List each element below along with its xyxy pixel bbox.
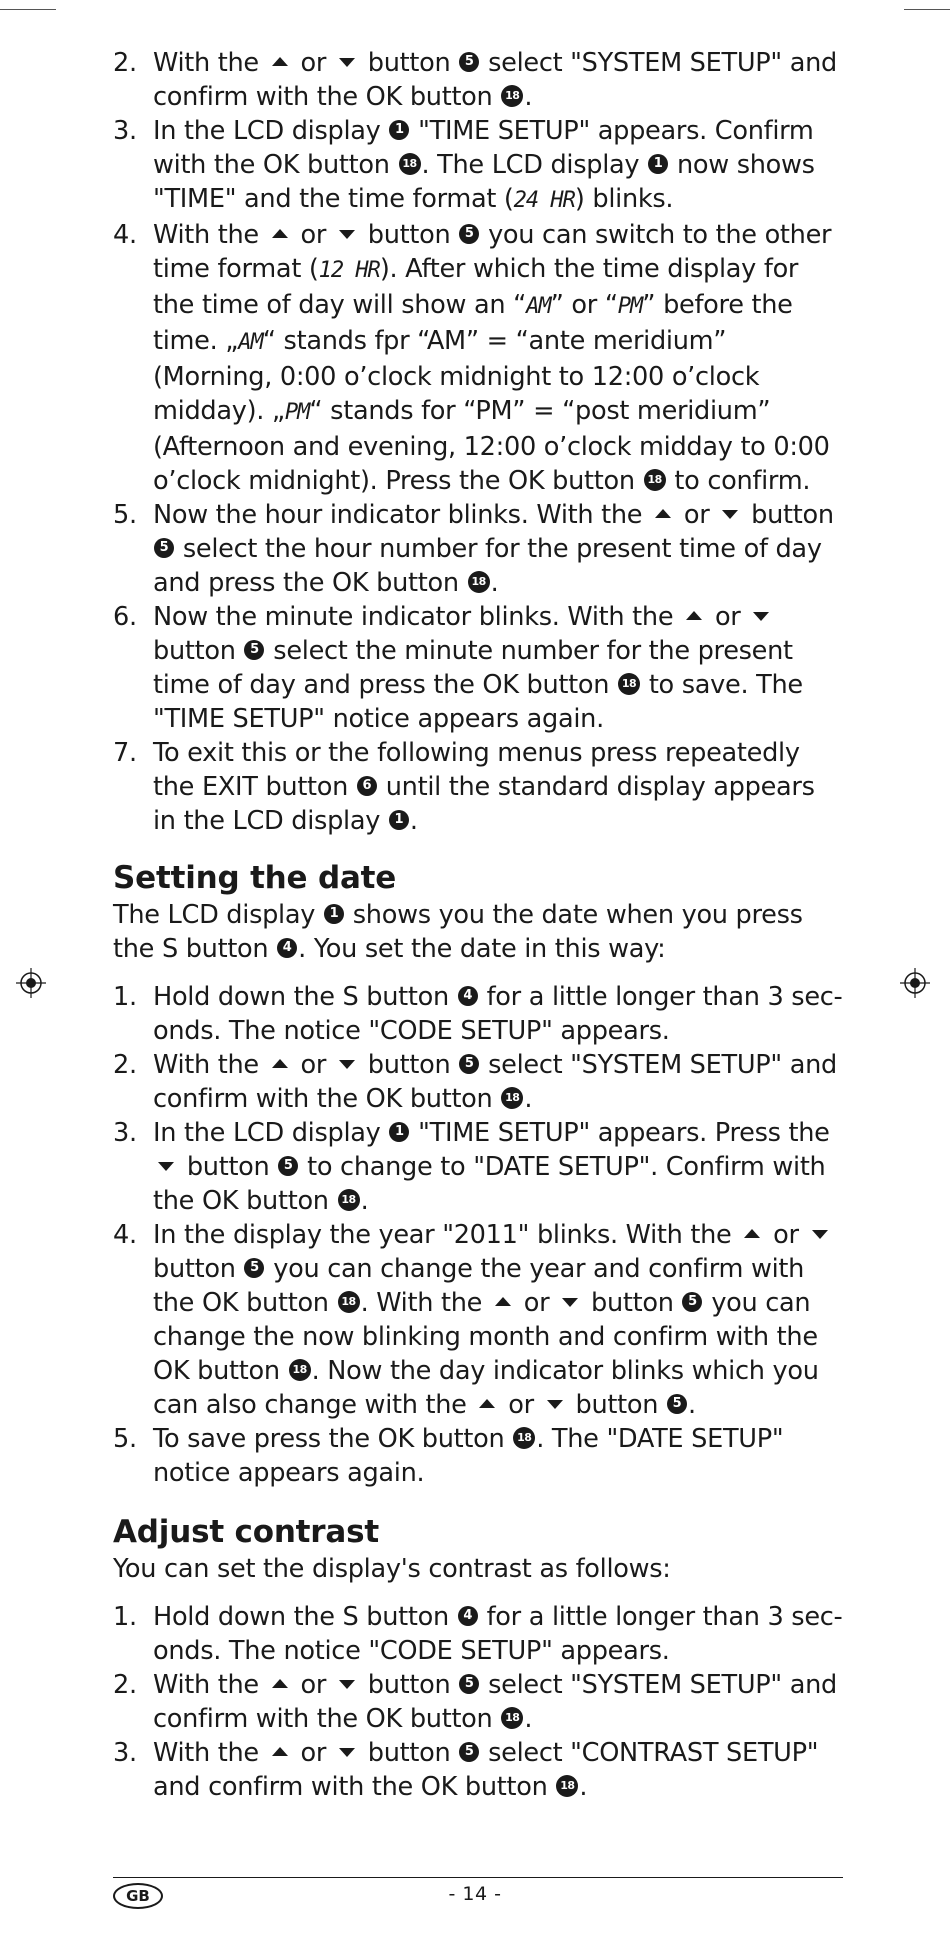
text-run: With the: [153, 1050, 267, 1080]
text-run: or: [292, 48, 334, 78]
callout-number-icon: 18: [338, 1291, 360, 1313]
up-arrow-icon: [655, 509, 671, 518]
lcd-text: 24 HR: [513, 188, 575, 213]
callout-number-icon: 4: [277, 938, 297, 958]
up-arrow-icon: [479, 1399, 495, 1408]
text-run: ). After which the time display for the time of day will show an “: [153, 254, 799, 320]
registration-mark-icon: [16, 968, 46, 998]
callout-number-icon: 5: [244, 1258, 264, 1278]
callout-number-icon: 18: [556, 1775, 578, 1797]
text-run: for a little longer than 3 sec-onds. The notice "CODE SETUP" appears.: [153, 1602, 843, 1666]
text-run: Hold down the S button: [153, 1602, 457, 1632]
callout-number-icon: 18: [289, 1359, 311, 1381]
text-run: button: [743, 500, 834, 530]
list-item: [113, 46, 843, 114]
text-run: shows you the date when you press the S button: [113, 900, 803, 964]
step-number: 4.: [113, 220, 137, 250]
text-run: . Now the day indicator blinks which you can also change with the: [153, 1356, 819, 1420]
list-item: [113, 1218, 843, 1422]
list-item: [113, 1736, 843, 1804]
text-run: button: [583, 1288, 682, 1318]
text-run: button: [153, 1254, 244, 1284]
text-run: .: [579, 1772, 588, 1802]
list-item: [113, 980, 843, 1048]
text-run: “ stands fpr “AM” = “ante meridium” (Morning, 0:00 o’clock midnight to 12:00 o’clock midday). „: [153, 326, 760, 426]
down-arrow-icon: [158, 1162, 174, 1171]
text-run: .: [688, 1390, 696, 1420]
text-run: .: [524, 82, 533, 112]
up-arrow-icon: [272, 229, 288, 238]
callout-number-icon: 1: [389, 120, 409, 140]
down-arrow-icon: [812, 1230, 828, 1239]
callout-number-icon: 18: [468, 571, 490, 593]
list-item: [113, 736, 843, 838]
text-run: Now the minute indicator blinks. With the: [153, 602, 682, 632]
text-run: button: [359, 48, 459, 78]
list-item: [113, 1422, 843, 1490]
callout-number-icon: 5: [459, 1054, 479, 1074]
text-run: or: [707, 602, 749, 632]
text-run: or: [515, 1288, 558, 1318]
callout-number-icon: 5: [682, 1292, 702, 1312]
up-arrow-icon: [495, 1297, 511, 1306]
text-run: .: [409, 806, 418, 836]
down-arrow-icon: [339, 1748, 355, 1757]
callout-number-icon: 5: [278, 1156, 298, 1176]
text-run: In the LCD display: [153, 116, 389, 146]
registration-mark-icon: [900, 968, 930, 998]
text-run: In the display the year "2011" blinks. With the: [153, 1220, 740, 1250]
text-run: With the: [153, 220, 267, 250]
list-item: [113, 218, 843, 498]
lcd-text: PM: [617, 294, 643, 319]
text-run: you can switch to the other time format (: [153, 220, 832, 284]
up-arrow-icon: [272, 57, 288, 66]
text-run: select the hour number for the present time of day and press the OK button: [153, 534, 822, 598]
text-run: button: [153, 636, 244, 666]
text-run: select the minute number for the present time of day and press the OK button: [153, 636, 793, 700]
text-run: button: [359, 1050, 459, 1080]
list-item: [113, 1600, 843, 1668]
list-item: [113, 1116, 843, 1218]
up-arrow-icon: [272, 1747, 288, 1756]
callout-number-icon: 5: [459, 224, 479, 244]
text-run: .: [524, 1704, 533, 1734]
text-run: To exit this or the following menus press repeatedly the EXIT button: [153, 738, 800, 802]
time-setup-steps: [113, 46, 843, 838]
date-intro: [113, 898, 843, 966]
text-run: In the LCD display: [153, 1118, 389, 1148]
text-run: to confirm.: [666, 466, 811, 496]
text-run: ” or “: [550, 290, 618, 320]
text-run: or: [500, 1390, 542, 1420]
step-number: 4.: [113, 1220, 137, 1250]
callout-number-icon: 5: [154, 538, 174, 558]
page-content: [113, 46, 843, 1804]
text-run: With the: [153, 1738, 267, 1768]
text-run: .: [490, 568, 499, 598]
text-run: . The "DATE SETUP" notice appears again.: [153, 1424, 784, 1488]
lcd-text: AM: [238, 330, 263, 355]
text-run: .: [524, 1084, 533, 1114]
callout-number-icon: 18: [501, 85, 523, 107]
down-arrow-icon: [339, 58, 355, 67]
text-run: button: [359, 220, 459, 250]
text-run: . With the: [360, 1288, 490, 1318]
text-run: You can set the display's contrast as follows:: [113, 1554, 671, 1584]
text-run: .: [360, 1186, 369, 1216]
list-item: [113, 1048, 843, 1116]
callout-number-icon: 1: [389, 1122, 409, 1142]
text-run: to change to "DATE SETUP". Confirm with the OK button: [153, 1152, 826, 1216]
text-run: select "SYSTEM SETUP" and confirm with the OK button: [153, 1670, 837, 1734]
text-run: With the: [153, 1670, 267, 1700]
text-run: The LCD display: [113, 900, 323, 930]
text-run: ) blinks.: [574, 184, 674, 214]
step-number: 6.: [113, 602, 137, 632]
step-number: 3.: [113, 116, 137, 146]
down-arrow-icon: [339, 230, 355, 239]
date-setup-steps: [113, 980, 843, 1490]
text-run: you can change the year and confirm with the OK button: [153, 1254, 805, 1318]
lcd-text: PM: [284, 400, 310, 425]
text-run: button: [359, 1670, 459, 1700]
text-run: to save. The "TIME SETUP" notice appears again.: [153, 670, 803, 734]
up-arrow-icon: [686, 611, 702, 620]
callout-number-icon: 18: [618, 673, 640, 695]
text-run: until the standard display appears in the LCD display: [153, 772, 815, 836]
text-run: With the: [153, 48, 267, 78]
down-arrow-icon: [547, 1400, 563, 1409]
callout-number-icon: 1: [389, 810, 409, 830]
text-run: you can change the now blinking month and confirm with the OK button: [153, 1288, 818, 1386]
text-run: or: [292, 220, 334, 250]
text-run: or: [292, 1670, 334, 1700]
callout-number-icon: 18: [644, 469, 666, 491]
contrast-heading: Adjust contrast: [113, 1514, 379, 1550]
down-arrow-icon: [722, 510, 738, 519]
step-number: 5.: [113, 500, 137, 530]
text-run: for a little longer than 3 sec-onds. The notice "CODE SETUP" appears.: [153, 982, 843, 1046]
callout-number-icon: 4: [458, 986, 478, 1006]
step-number: 3.: [113, 1738, 137, 1768]
callout-number-icon: 18: [338, 1189, 360, 1211]
step-number: 5.: [113, 1424, 137, 1454]
callout-number-icon: 6: [357, 776, 377, 796]
list-item: [113, 600, 843, 736]
down-arrow-icon: [339, 1680, 355, 1689]
crop-mark-right: [904, 9, 950, 10]
step-number: 3.: [113, 1118, 137, 1148]
callout-number-icon: 5: [459, 52, 479, 72]
step-number: 1.: [113, 1602, 137, 1632]
step-number: 2.: [113, 48, 137, 78]
up-arrow-icon: [744, 1229, 760, 1238]
page-number: - 14 -: [448, 1883, 502, 1905]
callout-number-icon: 5: [667, 1394, 687, 1414]
down-arrow-icon: [562, 1298, 578, 1307]
callout-number-icon: 18: [399, 153, 421, 175]
callout-number-icon: 4: [458, 1606, 478, 1626]
text-run: or: [292, 1050, 334, 1080]
step-number: 2.: [113, 1050, 137, 1080]
text-run: or: [765, 1220, 807, 1250]
lcd-text: 12 HR: [318, 258, 380, 283]
callout-number-icon: 1: [648, 154, 668, 174]
text-run: . You set the date in this way:: [298, 934, 666, 964]
callout-number-icon: 18: [501, 1087, 523, 1109]
text-run: "TIME SETUP" appears. Press the: [410, 1118, 830, 1148]
list-item: [113, 114, 843, 218]
up-arrow-icon: [272, 1679, 288, 1688]
step-number: 1.: [113, 982, 137, 1012]
text-run: button: [567, 1390, 666, 1420]
text-run: select "SYSTEM SETUP" and confirm with the OK button: [153, 48, 837, 112]
contrast-setup-steps: [113, 1600, 843, 1804]
text-run: . The LCD display: [421, 150, 648, 180]
callout-number-icon: 5: [459, 1674, 479, 1694]
down-arrow-icon: [753, 612, 769, 621]
lcd-text: AM: [526, 294, 551, 319]
text-run: Now the hour indicator blinks. With the: [153, 500, 651, 530]
callout-number-icon: 18: [501, 1707, 523, 1729]
list-item: [113, 498, 843, 600]
date-heading: Setting the date: [113, 860, 397, 896]
down-arrow-icon: [339, 1060, 355, 1069]
text-run: select "SYSTEM SETUP" and confirm with the OK button: [153, 1050, 837, 1114]
footer-divider: [113, 1877, 843, 1878]
step-number: 2.: [113, 1670, 137, 1700]
text-run: Hold down the S button: [153, 982, 457, 1012]
text-run: or: [292, 1738, 334, 1768]
text-run: To save press the OK button: [153, 1424, 513, 1454]
crop-mark-left: [0, 9, 56, 10]
country-badge: GB: [113, 1883, 163, 1909]
callout-number-icon: 18: [513, 1427, 535, 1449]
text-run: button: [359, 1738, 459, 1768]
text-run: "TIME SETUP" appears. Confirm with the OK button: [153, 116, 814, 180]
callout-number-icon: 1: [324, 904, 344, 924]
text-run: now shows "TIME" and the time format (: [153, 150, 815, 214]
step-number: 7.: [113, 738, 137, 768]
list-item: [113, 1668, 843, 1736]
callout-number-icon: 5: [459, 1742, 479, 1762]
up-arrow-icon: [272, 1059, 288, 1068]
text-run: or: [676, 500, 718, 530]
text-run: “ stands for “PM” = “post meridium” (Afternoon and evening, 12:00 o’clock midday to 0:00 o’clock midnight). Press the OK button: [153, 396, 830, 496]
text-run: button: [179, 1152, 278, 1182]
callout-number-icon: 5: [244, 640, 264, 660]
text-run: ” before the time. „: [153, 290, 793, 356]
text-run: select "CONTRAST SETUP" and confirm with the OK button: [153, 1738, 819, 1802]
contrast-intro: [113, 1552, 843, 1586]
